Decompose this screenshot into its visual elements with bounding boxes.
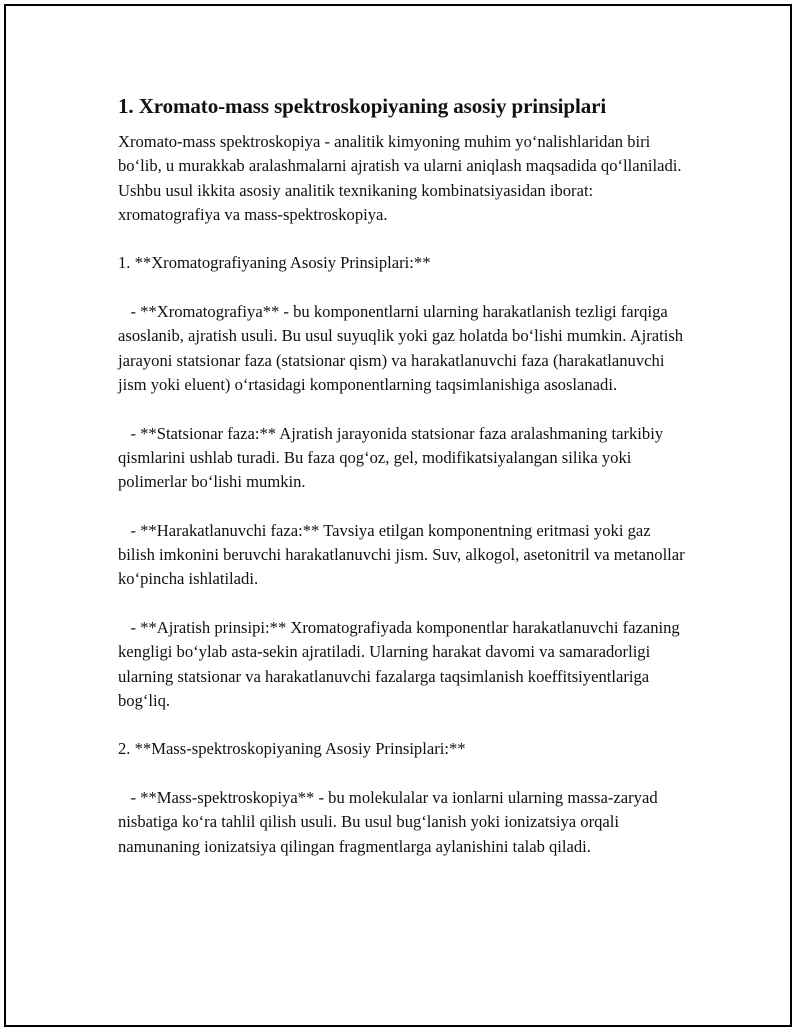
section-heading-chromatography: 1. **Xromatografiyaning Asosiy Prinsiplari:** [118, 253, 431, 273]
document-body [118, 92, 688, 859]
paragraph-mobile-phase: - **Harakatlanuvchi faza:** Tavsiya etilgan komponentning eritmasi yoki gaz bilish imkonini beruvchi harakatlanuvchi jism. Suv, alkogol, asetonitril va metanollar ko‘pincha ishlatiladi. [118, 520, 689, 589]
document-title: 1. Xromato-mass spektroskopiyaning asosiy prinsiplari [118, 94, 607, 118]
section-heading-mass-spectroscopy: 2. **Mass-spektroskopiyaning Asosiy Prinsiplari:** [118, 739, 466, 759]
paragraph-separation-principle: - **Ajratish prinsipi:** Xromatografiyada komponentlar harakatlanuvchi fazaning kengligi bo‘ylab asta-sekin ajratiladi. Ularning harakat davomi va samaradorligi ularning statsionar va harakatlanuvchi fazalarga taqsimlanish koeffitsiyentlariga bog‘liq. [118, 617, 684, 710]
paragraph-stationary-phase: - **Statsionar faza:** Ajratish jarayonida statsionar faza aralashmaning tarkibiy qismlarini ushlab turadi. Bu faza qog‘oz, gel, modifikatsiyalangan silika yoki polimerlar bo‘lishi mumkin. [118, 423, 668, 492]
paragraph-chromatography: - **Xromatografiya** - bu komponentlarni ularning harakatlanish tezligi farqiga asoslanib, ajratish usuli. Bu usul suyuqlik yoki gaz holatda bo‘lishi mumkin. Ajratish jarayoni statsionar faza (statsionar qism) va harakatlanuvchi faza (harakatlanuvchi jism yoki eluent) o‘rtasidagi komponentlarning taqsimlanishiga asoslanadi. [118, 302, 688, 394]
paragraph-intro: Xromato-mass spektroskopiya - analitik kimyoning muhim yo‘nalishlaridan biri bo‘lib, u murakkab aralashmalarni ajratish va ularni aniqlash maqsadida qo‘llaniladi. Ushbu usul ikkita asosiy analitik texnikaning kombinatsiyasidan iborat: xromatografiya va mass-spektroskopiya. [118, 132, 686, 224]
paragraph-mass-spectroscopy: - **Mass-spektroskopiya** - bu molekulalar va ionlarni ularning massa-zaryad nisbatiga ko‘ra tahlil qilish usuli. Bu usul bug‘lanish yoki ionizatsiya orqali namunaning ionizatsiya qilingan fragmentlarga aylanishini talab qiladi. [118, 788, 662, 856]
